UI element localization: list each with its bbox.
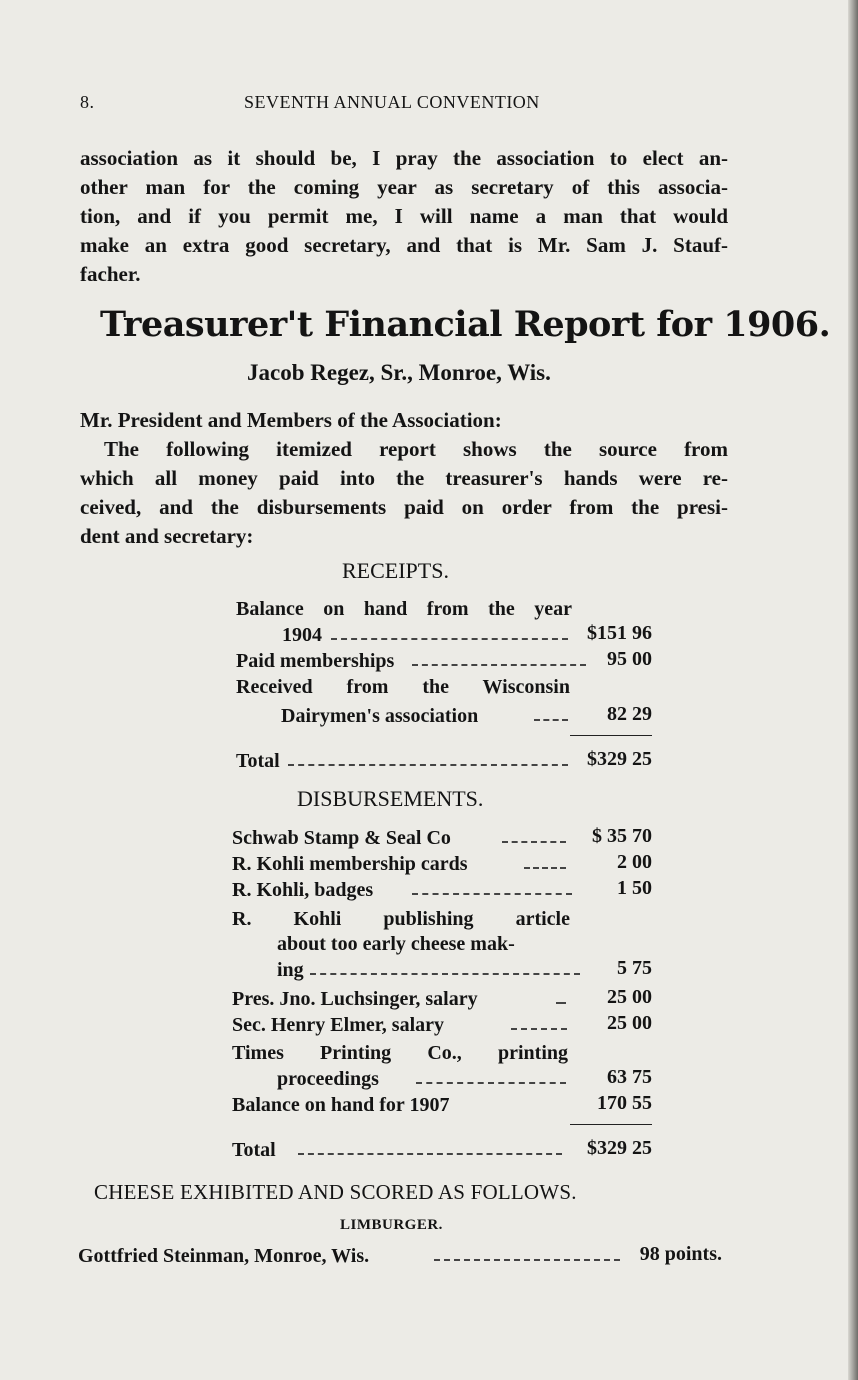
disbursement-line: Pres. Jno. Luchsinger, salary (232, 988, 478, 1010)
receipts-total-amount: $329 25 (587, 748, 652, 770)
receipt-line: Balance on hand from the year (236, 598, 572, 620)
report-title: Treasurer't Financial Report for 1906. (100, 304, 831, 345)
salutation: Mr. President and Members of the Association: (80, 408, 502, 432)
intro-line: other man for the coming year as secretary of this associa- (80, 175, 728, 199)
receipt-line: Received from the Wisconsin (236, 676, 570, 698)
disbursements-total-label: Total (232, 1139, 276, 1161)
disbursement-amount: 1 50 (617, 877, 652, 899)
receipt-amount: 82 29 (607, 703, 652, 725)
dotted-leader (331, 638, 568, 640)
disbursement-line: Times Printing Co., printing (232, 1042, 568, 1064)
paragraph-line: The following itemized report shows the source from (104, 437, 728, 461)
dotted-leader (298, 1153, 562, 1155)
disbursement-line: ing (277, 959, 304, 981)
disbursement-line: R. Kohli publishing article (232, 908, 570, 930)
paragraph-line: ceived, and the disbursements paid on order from the presi- (80, 495, 728, 519)
paragraph-line: which all money paid into the treasurer's hands were re- (80, 466, 728, 490)
disbursements-heading: DISBURSEMENTS. (297, 786, 484, 811)
disbursement-amount: 25 00 (607, 1012, 652, 1034)
cheese-entry-name: Gottfried Steinman, Monroe, Wis. (78, 1245, 370, 1267)
disbursement-amount: 25 00 (607, 986, 652, 1008)
receipt-amount: 95 00 (607, 648, 652, 670)
intro-line: tion, and if you permit me, I will name a man that would (80, 204, 728, 228)
disbursement-line: Schwab Stamp & Seal Co (232, 827, 451, 849)
disbursement-amount: $ 35 70 (592, 825, 652, 847)
sum-rule (570, 1124, 652, 1125)
cheese-entry-score: 98 points. (639, 1243, 722, 1265)
paragraph-line: dent and secretary: (80, 524, 254, 548)
dotted-leader (416, 1082, 566, 1084)
intro-line: facher. (80, 262, 141, 286)
receipts-heading: RECEIPTS. (342, 558, 449, 583)
disbursement-line: Sec. Henry Elmer, salary (232, 1014, 445, 1036)
report-author: Jacob Regez, Sr., Monroe, Wis. (247, 360, 551, 385)
disbursement-amount: 170 55 (597, 1092, 652, 1114)
disbursement-amount: 63 75 (607, 1066, 652, 1088)
dotted-leader (434, 1259, 620, 1261)
dotted-leader (412, 893, 572, 895)
dotted-leader (288, 764, 568, 766)
receipt-line: Paid memberships (236, 650, 395, 672)
dotted-leader (310, 973, 580, 975)
disbursement-line: Balance on hand for 1907 (232, 1094, 450, 1116)
receipt-line: 1904 (282, 624, 322, 646)
running-title: SEVENTH ANNUAL CONVENTION (244, 92, 540, 112)
cheese-category: LIMBURGER. (340, 1217, 443, 1233)
intro-line: make an extra good secretary, and that is Mr. Sam J. Stauf- (80, 233, 728, 257)
page-edge-shadow (848, 0, 858, 1380)
disbursement-line: R. Kohli, badges (232, 879, 374, 901)
receipt-amount: $151 96 (587, 622, 652, 644)
disbursement-line: R. Kohli membership cards (232, 853, 468, 875)
disbursement-amount: 5 75 (617, 957, 652, 979)
disbursements-total-amount: $329 25 (587, 1137, 652, 1159)
sum-rule (570, 735, 652, 736)
receipt-line: Dairymen's association (281, 705, 479, 727)
receipts-total-label: Total (236, 750, 280, 772)
intro-line: association as it should be, I pray the association to elect an- (80, 146, 728, 170)
dotted-leader (502, 841, 566, 843)
disbursement-line: proceedings (277, 1068, 379, 1090)
dotted-leader (511, 1028, 567, 1030)
disbursement-amount: 2 00 (617, 851, 652, 873)
disbursement-line: about too early cheese mak- (277, 933, 515, 955)
page-number: 8. (80, 92, 95, 112)
cheese-heading: CHEESE EXHIBITED AND SCORED AS FOLLOWS. (94, 1180, 577, 1204)
